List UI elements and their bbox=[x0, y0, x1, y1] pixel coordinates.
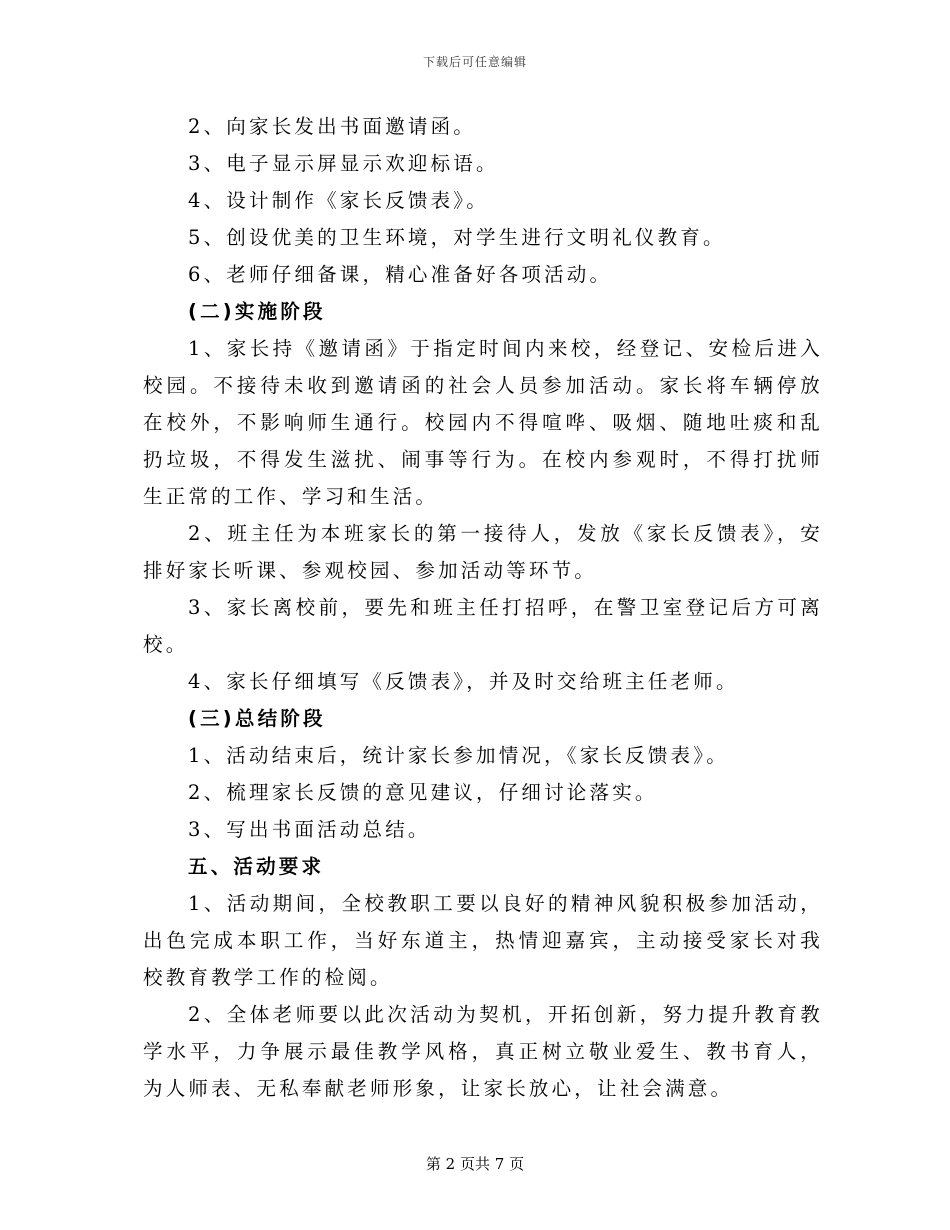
paragraph-step-6: 6、老师仔细备课，精心准备好各项活动。 bbox=[188, 263, 613, 286]
paragraph-implementation-2: 2、班主任为本班家长的第一接待人，发放《家长反馈表》，安排好家长听课、参观校园、参加活动等环节。 bbox=[143, 522, 823, 582]
paragraph-requirements-1: 1、活动期间，全校教职工要以良好的精神风貌积极参加活动，出色完成本职工作，当好东道主，热情迎嘉宾，主动接受家长对我校教育教学工作的检阅。 bbox=[143, 892, 823, 989]
paragraph-implementation-3: 3、家长离校前，要先和班主任打招呼，在警卫室登记后方可离校。 bbox=[143, 596, 823, 656]
paragraph-requirements-2: 2、全体老师要以此次活动为契机，开拓创新，努力提升教育教学水平，力争展示最佳教学风格，真正树立敬业爱生、教书育人，为人师表、无私奉献老师形象，让家长放心，让社会满意。 bbox=[143, 1003, 823, 1100]
document-body bbox=[143, 108, 823, 1107]
paragraph-implementation-4: 4、家长仔细填写《反馈表》，并及时交给班主任老师。 bbox=[188, 670, 739, 693]
paragraph-summary-1: 1、活动结束后，统计家长参加情况，《家长反馈表》。 bbox=[188, 744, 729, 767]
paragraph-step-2: 2、向家长发出书面邀请函。 bbox=[188, 115, 477, 138]
paragraph-step-5: 5、创设优美的卫生环境，对学生进行文明礼仪教育。 bbox=[188, 226, 726, 249]
section-heading-summary: (三)总结阶段 bbox=[188, 707, 326, 730]
page-footer-page-number: 第 2 页共 7 页 bbox=[425, 1155, 525, 1173]
page-header: 下载后可任意编辑 bbox=[422, 55, 527, 69]
section-heading-implementation: (二)实施阶段 bbox=[188, 300, 326, 323]
paragraph-step-3: 3、电子显示屏显示欢迎标语。 bbox=[188, 152, 499, 175]
paragraph-step-4: 4、设计制作《家长反馈表》。 bbox=[188, 189, 489, 212]
paragraph-implementation-1: 1、家长持《邀请函》于指定时间内来校，经登记、安检后进入校园。不接待未收到邀请函的社会人员参加活动。家长将车辆停放在校外，不影响师生通行。校园内不得喧哗、吸烟、随地吐痰和乱扔垃圾，不得发生滋扰、闹事等行为。在校内参观时，不得打扰师生正常的工作、学习和生活。 bbox=[143, 337, 823, 508]
paragraph-summary-2: 2、梳理家长反馈的意见建议，仔细讨论落实。 bbox=[188, 781, 658, 804]
section-heading-requirements: 五、活动要求 bbox=[188, 855, 325, 878]
paragraph-summary-3: 3、写出书面活动总结。 bbox=[188, 818, 431, 841]
